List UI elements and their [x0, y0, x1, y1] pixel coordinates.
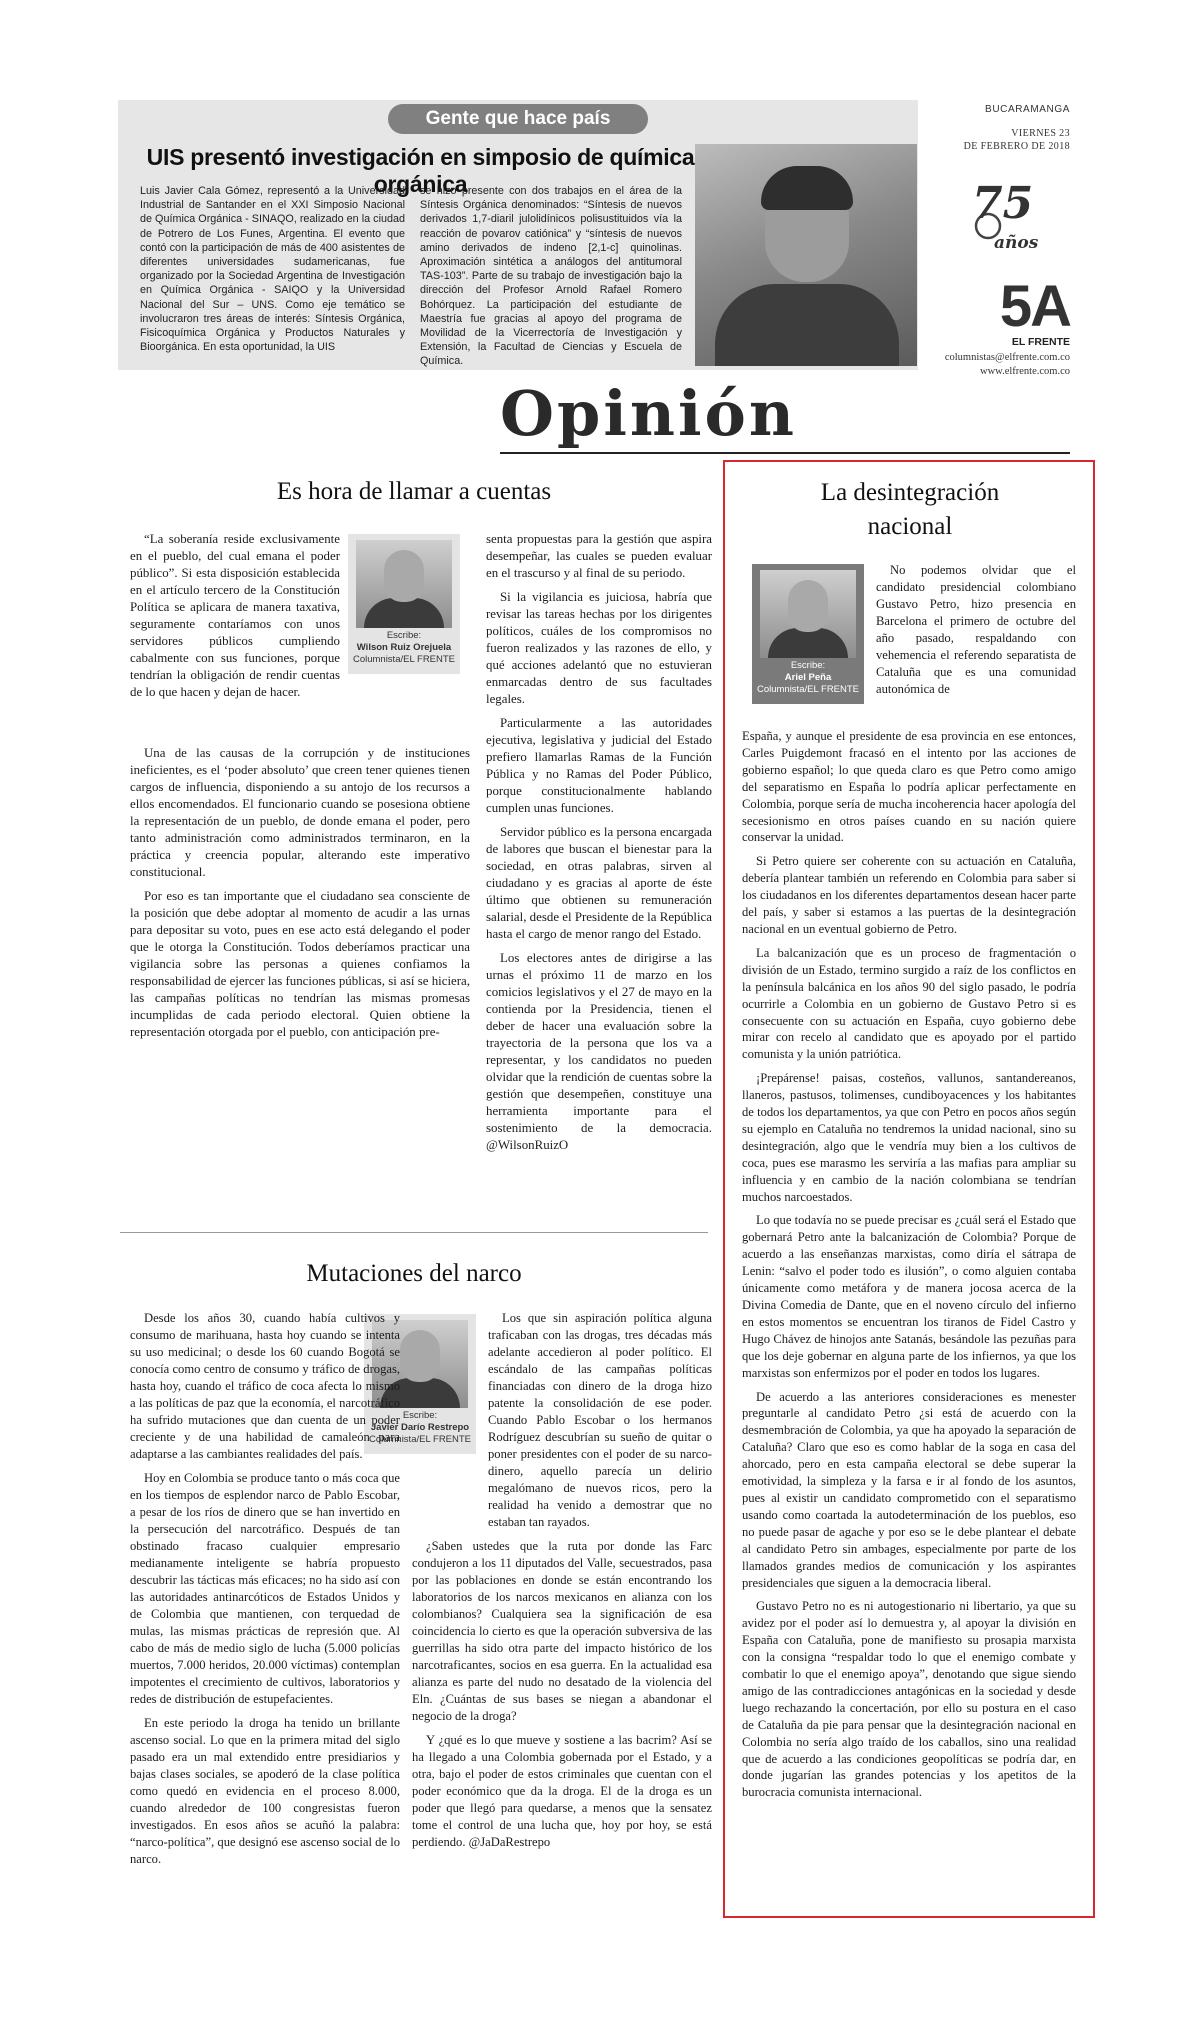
- article2-paragraph: Desde los años 30, cuando había cultivos y consumo de marihuana, hasta hoy cuando se intenta su uso medicinal; o desde los 60 cuando Bogotá se conocía como centro de consumo y tráfico de drogas, hasta hoy, cuando el tráfico de coca afecta lo mismo a las políticas de paz que la economía, el narcotráfico ha sufrido mutaciones que dan cuenta de un poder creciente y de una habilidad de camaleón para adaptarse a las cambiantes realidades del país.: [130, 1311, 400, 1461]
- banner-headline: UIS presentó investigación en simposio de química orgánica: [146, 144, 695, 197]
- article1-author-photo: [356, 540, 452, 628]
- article2-column-1: [130, 1310, 400, 1875]
- article3-author-label: Escribe:: [790, 660, 826, 671]
- article3-author-role: Columnista/EL FRENTE: [756, 684, 860, 695]
- banner-text-column-2: se hizo presente con dos trabajos en el área de la Síntesis Orgánica denominados: “Síntesis de nuevos derivados 1,7-diaril julolidínicos polisustituidos vía la reacción de povarov catiónica” y “síntesis de nuevos amino derivados de indeno [2,1-c] quinolinas. Aproximación sintética a análogos del antitumoral TAS-103”. Parte de su trabajo de investigación bajo la dirección del Profesor Arnold Rafael Romero Bohórquez. La participación del estudiante de Maestría fue gracias al apoyo del programa de Movilidad de la Vicerrectoría de Investigación y Extensión, la Facultad de Ciencias y Escuela de Química.: [420, 185, 682, 368]
- article1-paragraph: senta propuestas para la gestión que aspira desempeñar, las cuales se pueden evaluar en el trascurso y al final de su periodo.: [486, 532, 712, 580]
- article1-column-1-top: [130, 531, 340, 701]
- anniversary-word: años: [994, 233, 1039, 253]
- article-divider: [120, 1232, 708, 1233]
- article2-paragraph: Hoy en Colombia se produce tanto o más coca que en los tiempos de esplendor narco de Pablo Escobar, a pesar de los ríos de dinero que se han invertido en la persecución del narcotráfico. Después de tan obstinado fracaso cualquier empresario medianamente inteligente se habría propuesto descubrir las tácticas más eficaces; no ha sido así con las autoridades antinarcóticos de Estados Unidos y de Colombia que mantienen, con terquedad de mulas, las mismas prácticas de represión que. Al cabo de más de medio siglo de lucha (5.000 policías muertos, 7.000 heridos, 20.000 víctimas) contemplan impotentes el crecimiento de cultivos, laboratorios y redes de distribución de estupefacientes.: [130, 1471, 400, 1706]
- article1-author-name: Wilson Ruiz Orejuela: [356, 642, 452, 653]
- article2-paragraph: En este periodo la droga ha tenido un brillante ascenso social. Lo que en la primera mitad del siglo pasado era un mal extendido entre presidiarios y bajas clases sociales, se apoderó de la clase política como quedó en evidencia en el proceso 8.000, cuando alrededor de 100 congresistas fueron investigados. En esos años se acuñó la palabra: “narco-política”, que designó ese ascenso social de lo narco.: [130, 1716, 400, 1866]
- article3-author-photo: [760, 570, 856, 658]
- article1-paragraph: Si la vigilancia es juiciosa, habría que revisar las tareas hechas por los dirigentes políticos, cuáles de los compromisos no fueron realizados y las razones de ello, y qué acciones adelantó que no estuvieran enmarcadas dentro de sus facultades legales.: [486, 590, 712, 706]
- article1-title: Es hora de llamar a cuentas: [276, 478, 552, 505]
- article3-paragraph: De acuerdo a las anteriores consideraciones es menester preguntarle al candidato Petro ¿si está de acuerdo con la desmembración de Colombia, ya que ha apoyado la separación de Cataluña? Claro que eso es como hablar de la soga en casa del ahorcado, pero en esta campaña electoral se debe superar la emotividad, la simpleza y la farsa e ir al fondo de los asuntos, pues al existir un candidato comprometido con el separatismo usando como coartada la autodeterminación de los pueblos, eso no puede pasar de agache y por eso se le debe plantear el debate al candidato Petro sin ambages, especialmente por parte de los llamados grandes medios de comunicación y los aspirantes presidenciales que siguen a la democracia liberal.: [742, 1389, 1076, 1590]
- article3-title-line-1: La desintegración: [820, 479, 1000, 506]
- article1-author-role: Columnista/EL FRENTE: [352, 654, 456, 665]
- banner-section-label: Gente que hace país: [388, 104, 648, 134]
- anniversary-logo: [966, 168, 1046, 256]
- article3-author-box: [752, 564, 864, 704]
- article2-paragraph: Y ¿qué es lo que mueve y sostiene a las bacrim? Así se ha llegado a una Colombia gobernada por el Estado, y a otra, bajo el poder de estos criminales que cuentan con el poder económico que da la droga. El de la droga es un poder que llegó para quedarse, a menos que la sensatez tome el control de una lucha que, hoy por hoy, se está perdiendo. @JaDaRestrepo: [412, 1733, 712, 1849]
- article3-paragraph: La balcanización que es un proceso de fragmentación o división de un Estado, termino surgido a raíz de los conflictos en la península balcánica en los años 90 del siglo pasado, le podría ocurrirle a Colombia en un gobierno de Gustavo Petro si es consecuente con su actuación en España, cuyo gobierno debe mirar con recelo al candidato que es apoyado por el partido comunista y la unión patriótica.: [742, 945, 1076, 1062]
- contact-email: columnistas@elfrente.com.co: [944, 352, 1070, 363]
- article2-author-name: Javier Darío Restrepo: [370, 1422, 470, 1433]
- article3-paragraph: Lo que todavía no se puede precisar es ¿cuál será el Estado que gobernará Petro ante la balcanización de Colombia? Porque de acuerdo a las enseñanzas marxistas, como diría el sátrapa de Lenin: “salvo el poder todo es ilusión”, o como alguien contaba únicamente como metáfora y de manera jocosa acerca de la Divina Comedia de Dante, que en el noveno círculo del infierno en estos momentos se encuentran los tiranos de Fidel Castro y Hugo Chávez de hinojos ante Satanás, besándole las pezuñas para que los deje gobernar en alguna parte de los infiernos, ya que los marxistas son enfermizos por el poder en todos los lugares.: [742, 1213, 1076, 1380]
- masthead-city: BUCARAMANGA: [985, 104, 1070, 115]
- section-rule: [500, 452, 1070, 454]
- banner-photo: [695, 144, 917, 366]
- article3-title-line-2: nacional: [867, 513, 953, 540]
- masthead-date-day: VIERNES 23: [1011, 128, 1070, 139]
- contact-website: www.elfrente.com.co: [980, 366, 1070, 377]
- article3-paragraph: Si Petro quiere ser coherente con su actuación en Cataluña, debería plantear también un referendo en Colombia para saber si los ciudadanos en los diferentes departamentos desean hacer parte del país, y saber si estamos a las puertas de la desintegración nacional en un eventual gobierno de Petro.: [742, 854, 1076, 936]
- article2-paragraph: Los que sin aspiración política alguna traficaban con las drogas, tres décadas más adelante accedieron al poder político. El escándalo de las campañas políticas financiadas con dinero de la droga hizo patente la consolidación de ese poder. Cuando Pablo Escobar o los hermanos Rodríguez descubrían su sueño de quitar o poner presidentes con el poder de su narco-dinero, aquello parecía un delirio megalómano de nuevos ricos, pero la realidad ha venido a demostrar que no estaban tan rayados.: [488, 1311, 712, 1529]
- article3-paragraph: Gustavo Petro no es ni autogestionario ni libertario, ya que su avidez por el poder así lo demuestra y, al apoyar la división en España con Cataluña, pone de manifiesto su prosapia marxista con la consigna “respaldar todo lo que el enemigo combate y combatir lo que el enemigo apoya”, denotando que sigue siendo amigo de las contradicciones antagónicas en la sociedad y desde luego rechazando la concertación, por ello su postura en el caso de Cataluña da pie para pensar que la desintegración nacional en Colombia no sería algo traído de los caballos, sino una realidad que de acuerdo a las condiciones geopolíticas se podría dar, en donde jugarían las grandes potencias y los apetitos de la burocracia comunista internacional.: [742, 1599, 1076, 1800]
- article2-column-2: [412, 1310, 712, 1858]
- article2-title: Mutaciones del narco: [306, 1260, 522, 1287]
- article2-author-role: Columnista/EL FRENTE: [368, 1434, 472, 1445]
- feature-banner: [118, 100, 918, 370]
- article1-paragraph: Por eso es tan importante que el ciudadano sea consciente de la posición que debe adoptar al momento de acudir a las urnas para depositar su voto, pues en ese acto está delegando el poder que le otorga la Constitución. Todos deberíamos practicar una vigilancia sobre las personas a quienes confiamos la responsabilidad de ejercer las funciones públicas, si así se hiciera, las campañas políticas no tendrían las mismas promesas incumplidas de cada periodo electoral. Quien obtiene la representación otorgada por el pueblo, con anticipación pre-: [130, 889, 470, 1039]
- article1-paragraph: Servidor público es la persona encargada de labores que buscan el bienestar para la sociedad, en otras palabras, sirven al ciudadano y es gracias al aporte de éste último que obtienen su remuneración salarial, desde el Presidente de la República hasta el cargo de menor rango del Estado.: [486, 825, 712, 941]
- article1-column-2: [486, 531, 712, 1161]
- article3-intro-column: [876, 562, 1076, 698]
- article3-paragraph: España, y aunque el presidente de esa provincia en ese entonces, Carles Puigdemont fracasó en el intento por las acciones de gobierno español; lo que queda claro es que Petro como amigo del separatismo en España lo podría aplicar perfectamente en Colombia, porque sería de mucha incoherencia hacer apología del secesionismo en otros países cuando en su nación quiere conservar la unidad.: [742, 729, 1076, 845]
- article1-author-label: Escribe:: [386, 630, 422, 641]
- article3-paragraph: ¡Prepárense! paisas, costeños, vallunos, santandereanos, llaneros, pastusos, tolimenses, cundiboyacences y los habitantes de todos los departamentos, ya que con Petro en pocos años según su ejemplo en Cataluña no tendremos la unidad nacional, sino su desintegración, algo que le vendría muy bien a los cultivos de coca, pues ese marasmo les serviría a las mafias para ampliar su influencia y en cambio de la nación colombiana se tendrían muchos narcoestados.: [742, 1071, 1076, 1204]
- article3-title: [730, 476, 1090, 544]
- article1-column-1-bottom: [130, 745, 470, 1048]
- article1-author-box: [348, 534, 460, 674]
- masthead-date-full: DE FEBRERO DE 2018: [963, 141, 1070, 152]
- article2-author-label: Escribe:: [402, 1410, 438, 1421]
- article1-paragraph: “La soberanía reside exclusivamente en el pueblo, del cual emana el poder público”. Si esta disposición establecida en el artículo tercero de la Constitución Política se aplicara de manera taxativa, seguramente contaríamos con unos servidores públicos cumpliendo cabalmente con sus funciones, porque tendrían la obligación de rendir cuentas de lo que hacen y dejan de hacer.: [130, 532, 340, 699]
- section-title: Opinión: [500, 377, 797, 450]
- article1-paragraph: Los electores antes de dirigirse a las urnas el próximo 11 de marzo en los comicios legislativos y el 27 de mayo en la contienda por la Presidencia, tienen el deber de hacer una evaluación sobre la trayectoria de la persona que los va a representar, y los candidatos no pueden olvidar que la rendición de cuentas sobre la gestión que desempeñen, constituye una herramienta importante para el sostenimiento de la democracia. @WilsonRuizO: [486, 951, 712, 1152]
- anniversary-number: 75: [972, 178, 1034, 229]
- page-number: 5A: [999, 274, 1070, 339]
- article3-body: [742, 728, 1076, 1808]
- article1-paragraph: Particularmente a las autoridades ejecutiva, legislativa y judicial del Estado prefiero llamarlas Ramas de la Función Pública y no Ramas del Poder Público, porque constitucionalmente hablando cumplen unas funciones.: [486, 716, 712, 815]
- newspaper-brand: EL FRENTE: [1011, 336, 1070, 348]
- article2-paragraph: ¿Saben ustedes que la ruta por donde las Farc condujeron a los 11 diputados del Valle, secuestrados, pasa por las poblaciones en donde se están encontrando los laboratorios de los narcos mexicanos en alianza con los colombianos? Cualquiera sea la significación de esa coincidencia lo cierto es que la operación subversiva de las guerrillas ha sido otra parte del impacto histórico de los narcotraficantes, socios en esa guerra. En la actualidad esa alianza es parte del nudo no desatado de la violencia del Eln. ¿Cuántas de sus bases se niegan a abandonar el negocio de la droga?: [412, 1539, 712, 1723]
- banner-text-column-1: Luis Javier Cala Gómez, representó a la Universidad Industrial de Santander en el XXI Simposio Nacional de Química Orgánica - SINAQO, realizado en la ciudad de Potrero de Los Funes, Argentina. El evento que contó con la participación de más de 400 asistentes de diferentes universidades sudamericanas, fue organizado por la Sociedad Argentina de Investigación en Química Orgánica - SAIQO y la Universidad Nacional del Sur – UNS. Como eje temático se involucraron tres áreas de interés: Síntesis Orgánica, Fisicoquímica Orgánica y Productos Naturales y Bioorgánica. En esta oportunidad, la UIS: [140, 185, 405, 354]
- article3-author-name: Ariel Peña: [784, 672, 832, 683]
- article3-intro: No podemos olvidar que el candidato presidencial colombiano Gustavo Petro, hizo presencia en Barcelona el primero de octubre del año pasado, respaldando con vehemencia el referendo separatista de Cataluña que es una comunidad autonómica de: [876, 563, 1076, 696]
- article1-paragraph: Una de las causas de la corrupción y de instituciones ineficientes, es el ‘poder absoluto’ que creen tener quienes tienen cargos de influencia, disponiendo a su antojo de los recursos a ellos encomendados. El funcionario cuando se posesiona obtiene la representación de un pueblo, de donde emana el poder, pero tanto administración como administrados terminaron, en la práctica y creencia popular, alterando este imperativo constitucional.: [130, 746, 470, 879]
